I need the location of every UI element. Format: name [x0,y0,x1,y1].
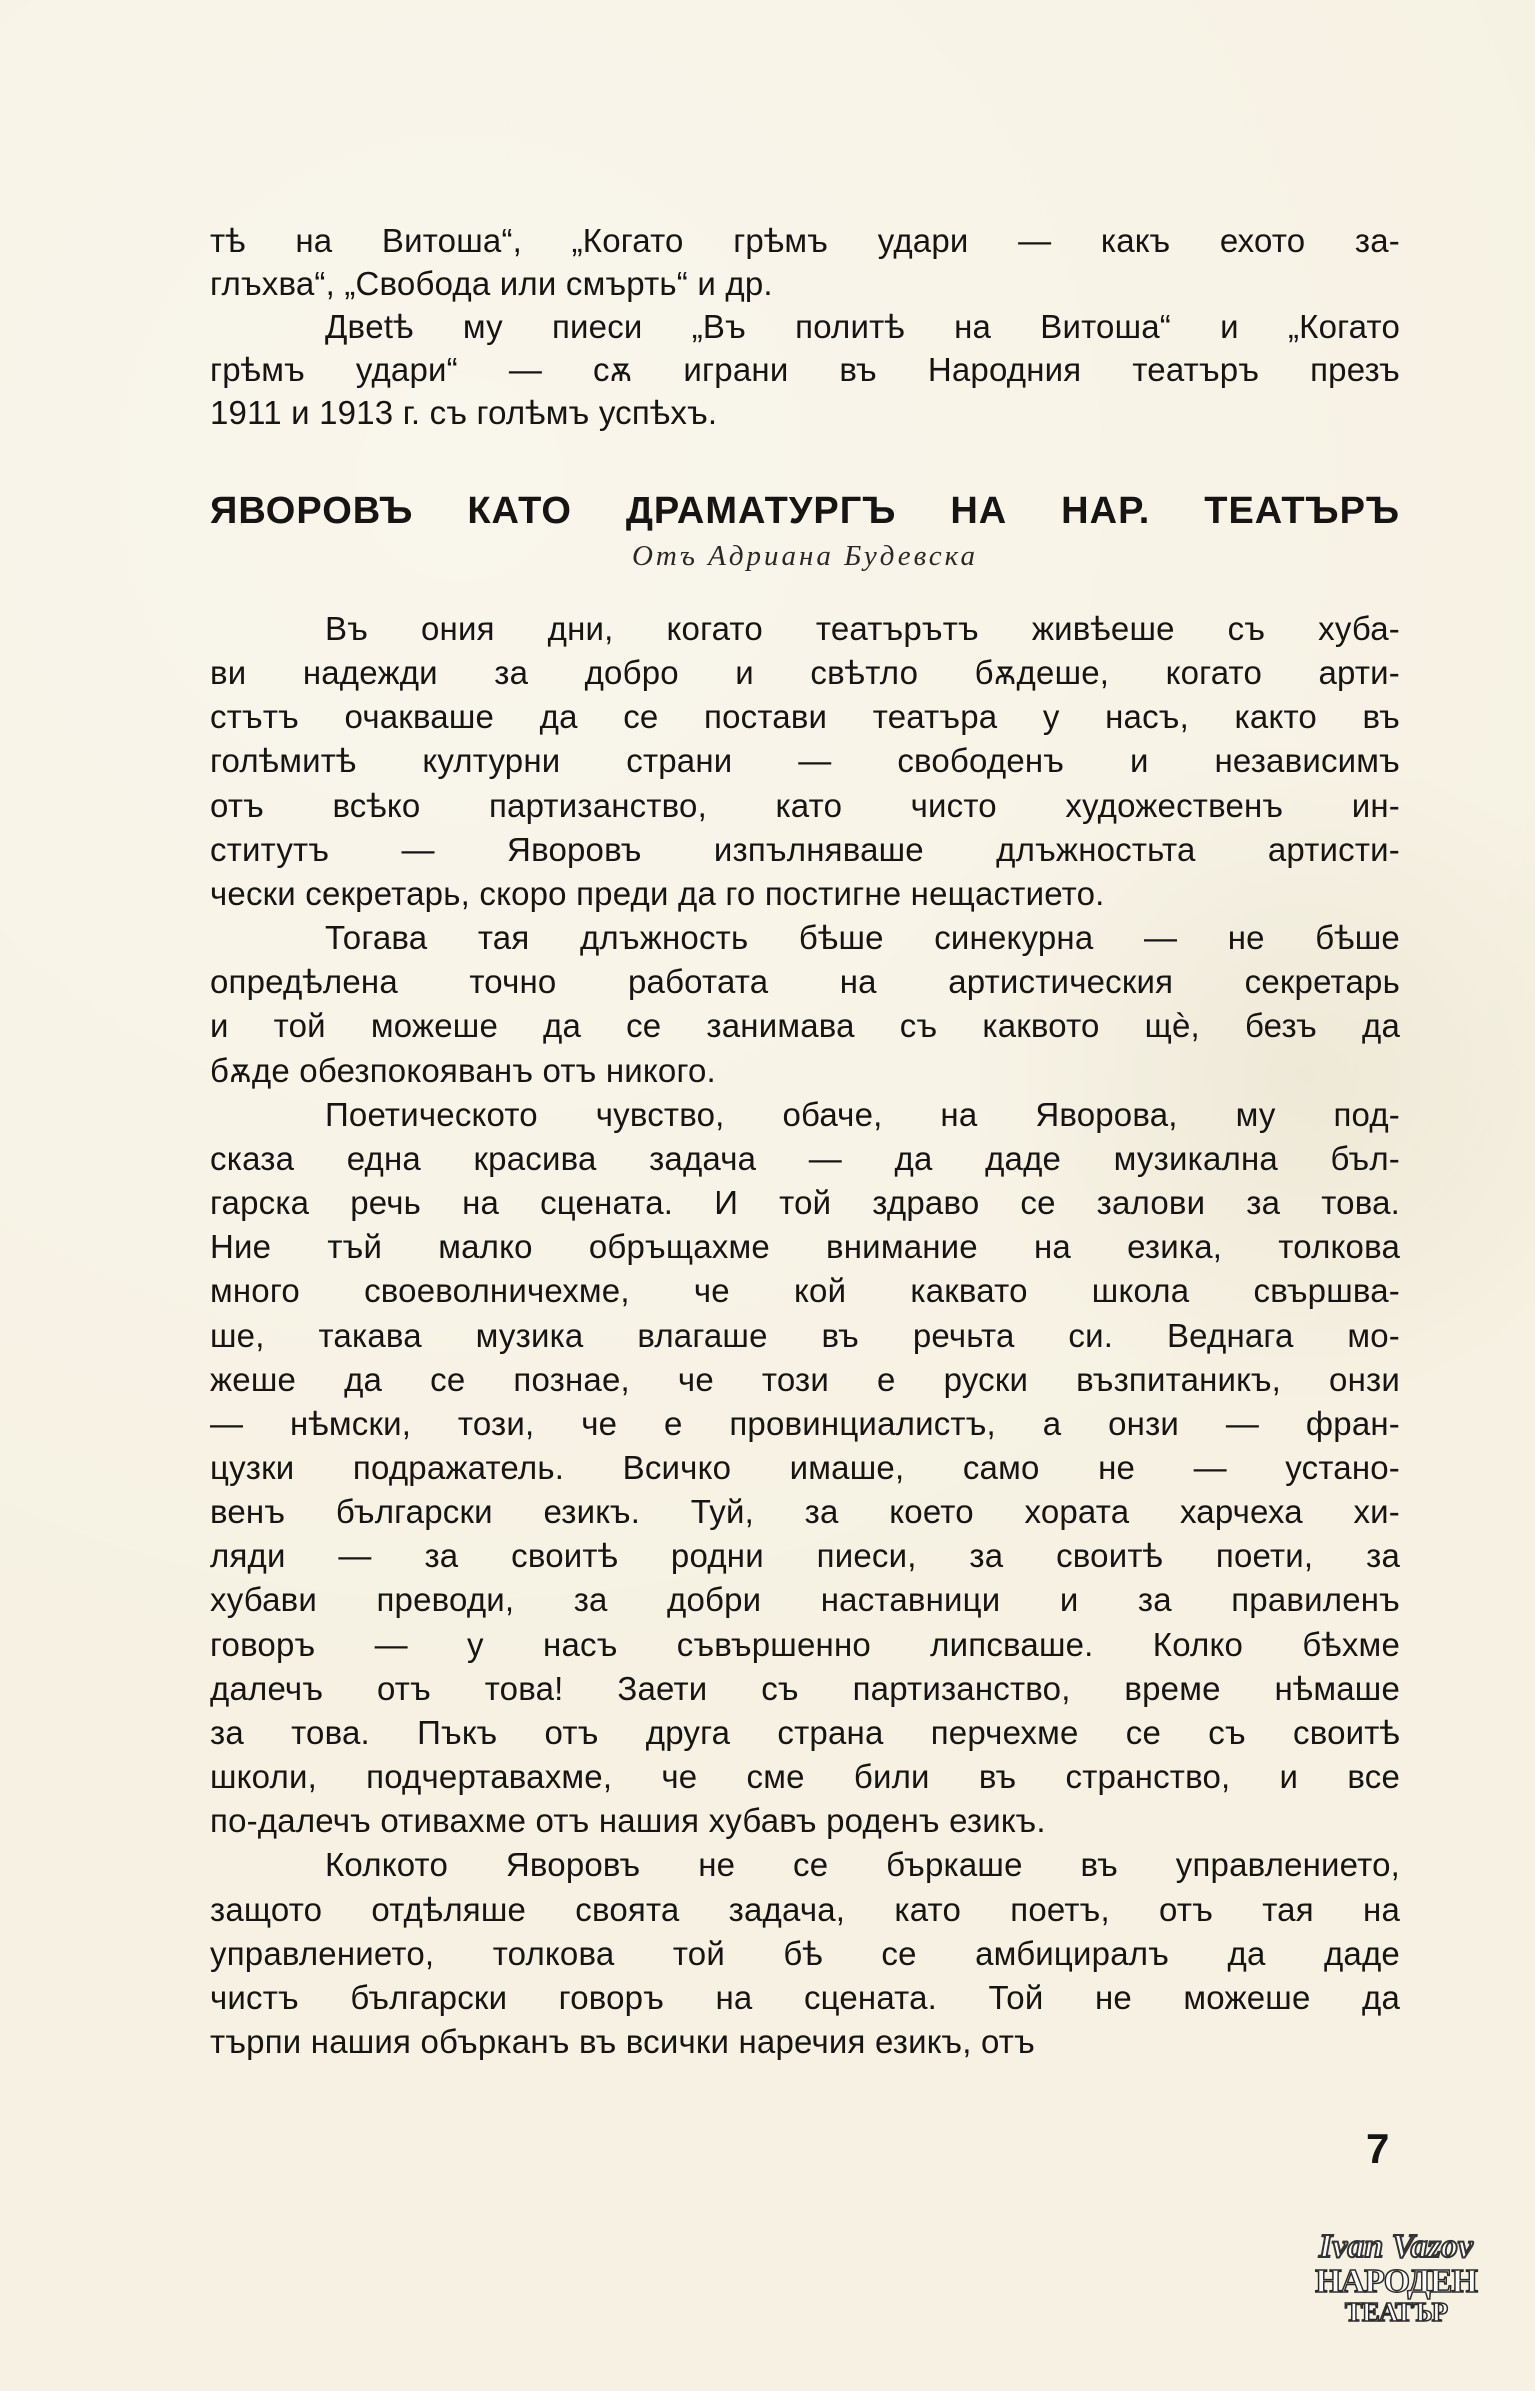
text-line: Тогава тая длъжность бѣше синекурна — не бѣше [325,919,1400,957]
text-line: грѣмъ удари“ — сѫ играни въ Народния театъръ презъ [210,351,1400,388]
national-theatre-logo [1308,2228,1484,2326]
logo-signature: Ivan Vazov [1319,2228,1473,2265]
text-line: ляди — за своитѣ родни пиеси, за своитѣ поети, за [210,1537,1400,1575]
article-byline: Отъ Адриана Будевска [631,540,979,572]
text-line: отъ всѣко партизанство, като чисто художественъ ин- [210,786,1400,824]
text-line: цузки подражатель. Всичко имаше, само не — устано- [210,1448,1400,1486]
text-line: говоръ — у насъ съвършенно липсваше. Колко бѣхме [210,1625,1400,1663]
text-line: венъ български езикъ. Туй, за което хората харчеха хи- [210,1493,1400,1531]
text-line: школи, подчертавахме, че сме били въ странство, и все [210,1758,1400,1796]
text-line: чистъ български говоръ на сцената. Той не можеше да [210,1978,1400,2016]
text-line: и той можеше да се занимава съ каквото щѐ, безъ да [210,1007,1400,1045]
text-line: жеше да се познае, че този е руски възпитаникъ, онзи [210,1360,1400,1398]
text-line: за това. Пъкъ отъ друга страна перчехме се съ своитѣ [210,1713,1400,1751]
text-line: — нѣмски, този, че е провинциалистъ, а онзи — фран- [210,1404,1400,1442]
logo-line-1: НАРОДЕН [1315,2263,1477,2300]
article-title: ЯВОРОВЪ КАТО ДРАМАТУРГЪ НА НАР. ТЕАТЪРЪ [210,490,1400,532]
paragraph [210,219,1400,305]
text-line: Колкото Яворовъ не се бъркаше въ управлението, [325,1846,1400,1884]
paragraph [210,916,1400,1093]
text-line: търпи нашия обърканъ въ всички наречия езикъ, отъ [210,2023,1035,2060]
text-line: защото отдѣляше своята задача, като поетъ, отъ тая на [210,1890,1400,1928]
intro-text [210,219,1400,434]
text-line: ститутъ — Яворовъ изпълняваше длъжностьта артисти- [210,830,1400,868]
text-line: стътъ очакваше да се постави театъра у насъ, както въ [210,698,1400,736]
page-number: 7 [1366,2125,1390,2172]
text-line: гарска речь на сцената. И той здраво се залови за това. [210,1184,1400,1222]
text-line: чески секретарь, скоро преди да го постигне нещастието. [210,874,1105,912]
text-line: Ние тъй малко обръщахме внимание на езика, толкова [210,1228,1400,1266]
paragraph [210,607,1400,916]
text-line: 1911 и 1913 г. съ голѣмъ успѣхъ. [210,394,718,431]
text-line: далечъ отъ това! Заети съ партизанство, време нѣмаше [210,1669,1400,1707]
paragraph [210,1843,1400,2064]
text-line: ви надежди за добро и свѣтло бѫдеше, когато арти- [210,654,1400,692]
text-line: хубави преводи, за добри наставници и за правиленъ [210,1581,1400,1619]
text-line: по-далечъ отивахме отъ нашия хубавъ роденъ езикъ. [210,1802,1046,1840]
text-line: голѣмитѣ културни страни — свободенъ и независимъ [210,742,1400,780]
text-line: управлението, толкова той бѣ се амбициралъ да даде [210,1934,1400,1972]
logo-line-2: ТЕАТЪР [1344,2297,1448,2327]
text-line: бѫде обезпокояванъ отъ никого. [210,1051,716,1089]
text-line: тѣ на Витоша“, „Когато грѣмъ удари — какъ ехото за- [210,222,1400,259]
paragraph [210,305,1400,434]
text-line: много своеволничехме, че кой каквато школа свършва- [210,1272,1400,1310]
text-line: Двetѣ му пиеси „Въ политѣ на Витоша“ и „Когато [325,308,1400,345]
text-line: глъхва“, „Свобода или смърть“ и др. [210,265,773,302]
text-line: Въ ония дни, когато театърътъ живѣеше съ хуба- [325,610,1400,647]
article-body [210,607,1400,2064]
paragraph [210,1093,1400,1844]
text-line: сказа една красива задача — да даде музикална бъл- [210,1139,1400,1177]
text-line: Поетическото чувство, обаче, на Яворова, му под- [325,1095,1400,1133]
text-line: ше, такава музика влагаше въ речьта си. Веднага мо- [210,1316,1400,1354]
text-line: опредѣлена точно работата на артистическия секретарь [210,963,1400,1001]
